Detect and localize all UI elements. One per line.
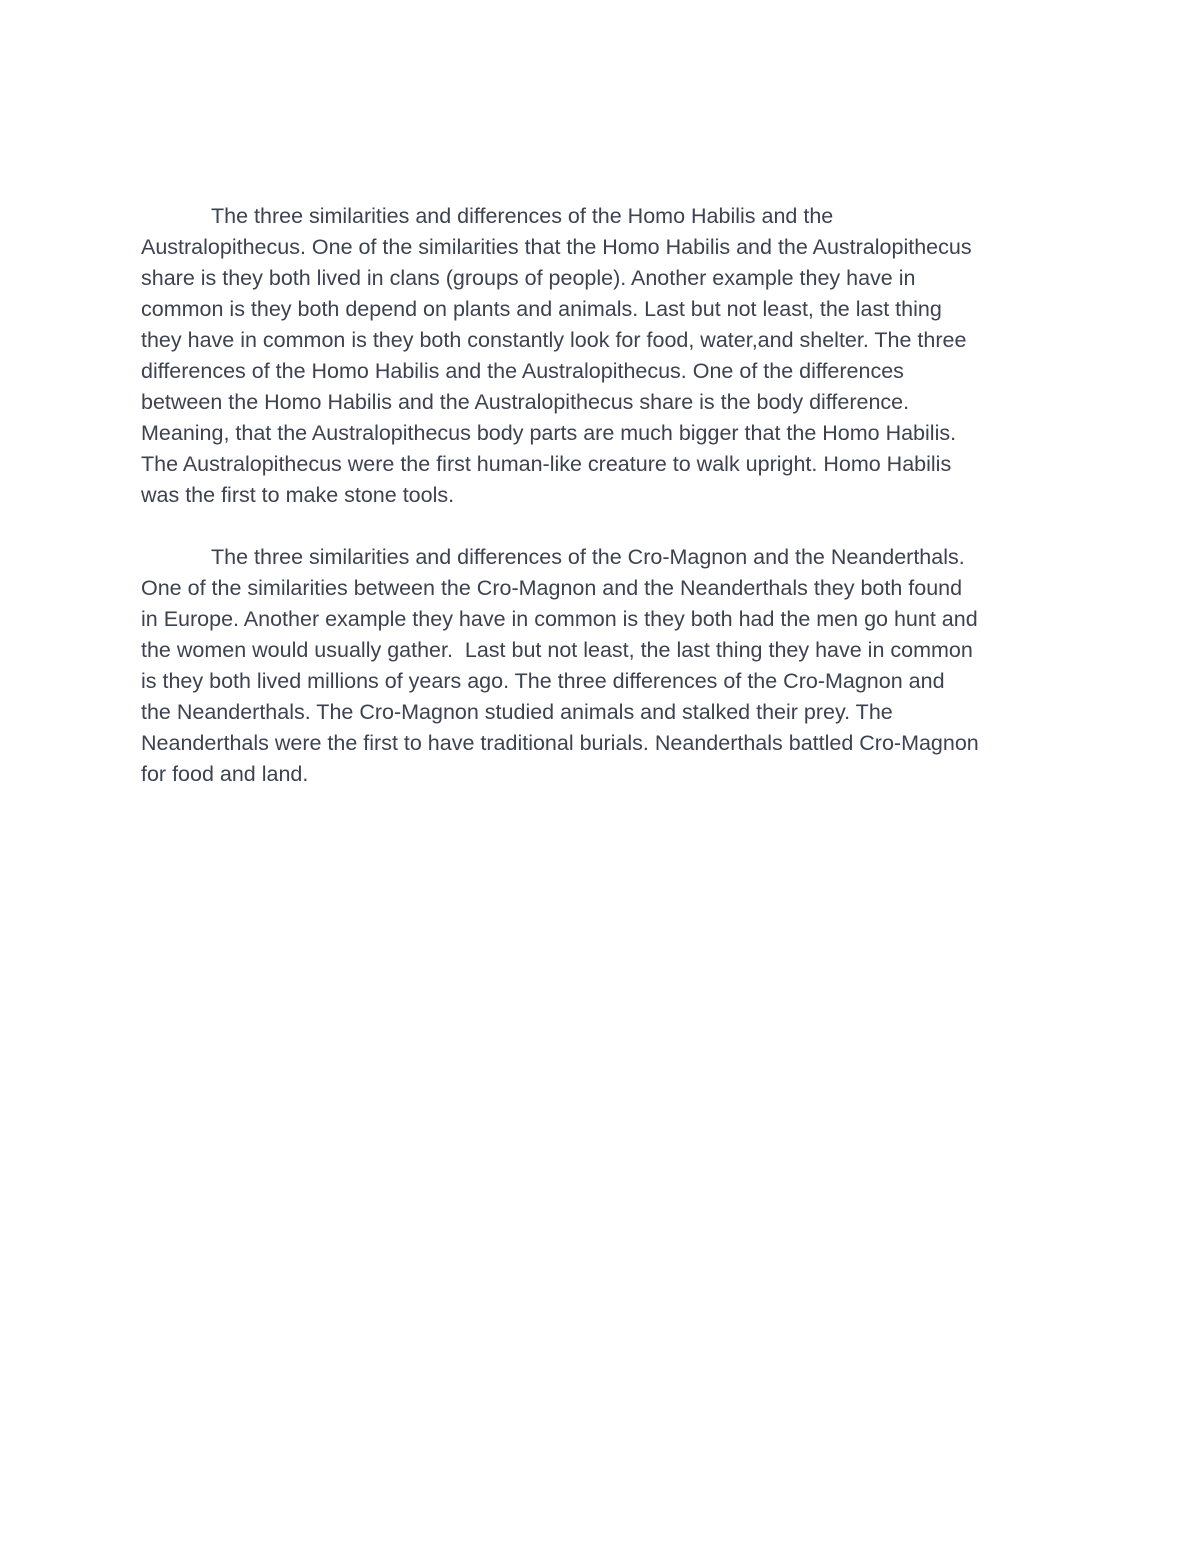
text-line: for food and land. [141,762,309,786]
text-line: they have in common is they both constantly look for food, water,and shelter. The three [141,328,967,352]
text-line: is they both lived millions of years ago. The three differences of the Cro-Magnon and [141,669,945,693]
text-line: Neanderthals were the first to have traditional burials. Neanderthals battled Cro-Magnon [141,731,979,755]
text-line: The three similarities and differences of the Homo Habilis and the [211,204,834,228]
text-line: Meaning, that the Australopithecus body parts are much bigger that the Homo Habilis. [141,421,957,445]
document-body [141,201,1071,790]
text-line: the women would usually gather. Last but not least, the last thing they have in common [141,638,973,662]
text-line: in Europe. Another example they have in common is they both had the men go hunt and [141,607,978,631]
text-line: common is they both depend on plants and animals. Last but not least, the last thing [141,297,942,321]
text-line: The Australopithecus were the first human-like creature to walk upright. Homo Habilis [141,452,952,476]
text-line: Australopithecus. One of the similarities that the Homo Habilis and the Australopithecus [141,235,972,259]
text-line: was the first to make stone tools. [141,483,455,507]
text-line: share is they both lived in clans (groups of people). Another example they have in [141,266,916,290]
paragraph-cro-magnon-neanderthals [141,542,1071,790]
text-line: the Neanderthals. The Cro-Magnon studied animals and stalked their prey. The [141,700,893,724]
text-line: differences of the Homo Habilis and the Australopithecus. One of the differences [141,359,904,383]
text-line: One of the similarities between the Cro-Magnon and the Neanderthals they both found [141,576,963,600]
text-line: The three similarities and differences of the Cro-Magnon and the Neanderthals. [211,545,965,569]
text-line: between the Homo Habilis and the Australopithecus share is the body difference. [141,390,910,414]
paragraph-homo-habilis-australopithecus [141,201,1071,511]
